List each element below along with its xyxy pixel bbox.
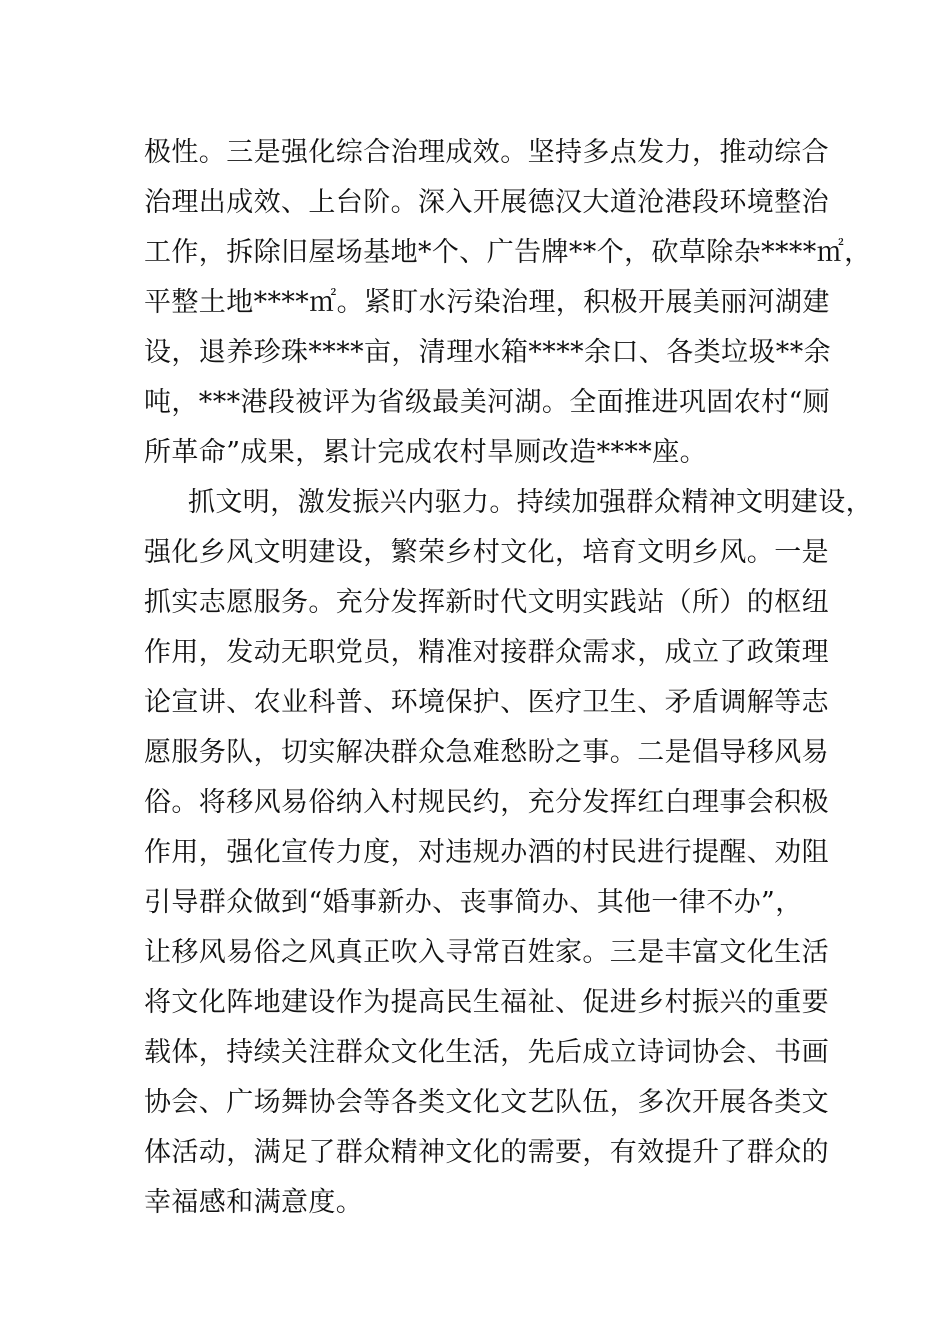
paragraph-2-line-13: 协会、广场舞协会等各类文化文艺队伍，多次开展各类文 (144, 1087, 829, 1118)
paragraph-2-line-11: 将文化阵地建设作为提高民生福祉、促进乡村振兴的重要 (144, 987, 829, 1018)
paragraph-1-line-6: 吨，***港段被评为省级最美河湖。全面推进巩固农村“厕 (144, 387, 831, 418)
paragraph-2-line-7: 俗。将移风易俗纳入村规民约，充分发挥红白理事会积极 (144, 787, 829, 818)
paragraph-1-line-3: 工作，拆除旧屋场基地*个、广告牌**个，砍草除杂****㎡， (144, 237, 872, 268)
paragraph-2-line-14: 体活动，满足了群众精神文化的需要，有效提升了群众的 (144, 1137, 829, 1168)
paragraph-2-line-5: 论宣讲、农业科普、环境保护、医疗卫生、矛盾调解等志 (144, 687, 829, 718)
paragraph-1-line-7: 所革命”成果，累计完成农村旱厕改造****座。 (144, 437, 708, 468)
paragraph-1-line-2: 治理出成效、上台阶。深入开展德汉大道沧港段环境整治 (144, 187, 829, 218)
paragraph-2-line-1: 抓文明，激发振兴内驱力。持续加强群众精神文明建设， (188, 487, 873, 518)
paragraph-2-line-8: 作用，强化宣传力度，对违规办酒的村民进行提醒、劝阻 (144, 837, 829, 868)
paragraph-2-line-15: 幸福感和满意度。 (144, 1187, 364, 1218)
paragraph-1-line-1: 极性。三是强化综合治理成效。坚持多点发力，推动综合 (144, 137, 829, 168)
paragraph-2-line-2: 强化乡风文明建设，繁荣乡村文化，培育文明乡风。一是 (144, 537, 829, 568)
paragraph-1-line-4: 平整土地****㎡。紧盯水污染治理，积极开展美丽河湖建 (144, 287, 830, 318)
paragraph-2-line-9: 引导群众做到“婚事新办、丧事简办、其他一律不办”， (144, 887, 803, 918)
paragraph-2-line-3: 抓实志愿服务。充分发挥新时代文明实践站（所）的枢纽 (144, 587, 829, 618)
paragraph-2-line-6: 愿服务队，切实解决群众急难愁盼之事。二是倡导移风易 (144, 737, 829, 768)
paragraph-2-line-12: 载体，持续关注群众文化生活，先后成立诗词协会、书画 (144, 1037, 829, 1068)
paragraph-2-line-4: 作用，发动无职党员，精准对接群众需求，成立了政策理 (144, 637, 829, 668)
paragraph-2-line-10: 让移风易俗之风真正吹入寻常百姓家。三是丰富文化生活 (144, 937, 829, 968)
paragraph-1-line-5: 设，退养珍珠****亩，清理水箱****余口、各类垃圾**余 (144, 337, 831, 368)
